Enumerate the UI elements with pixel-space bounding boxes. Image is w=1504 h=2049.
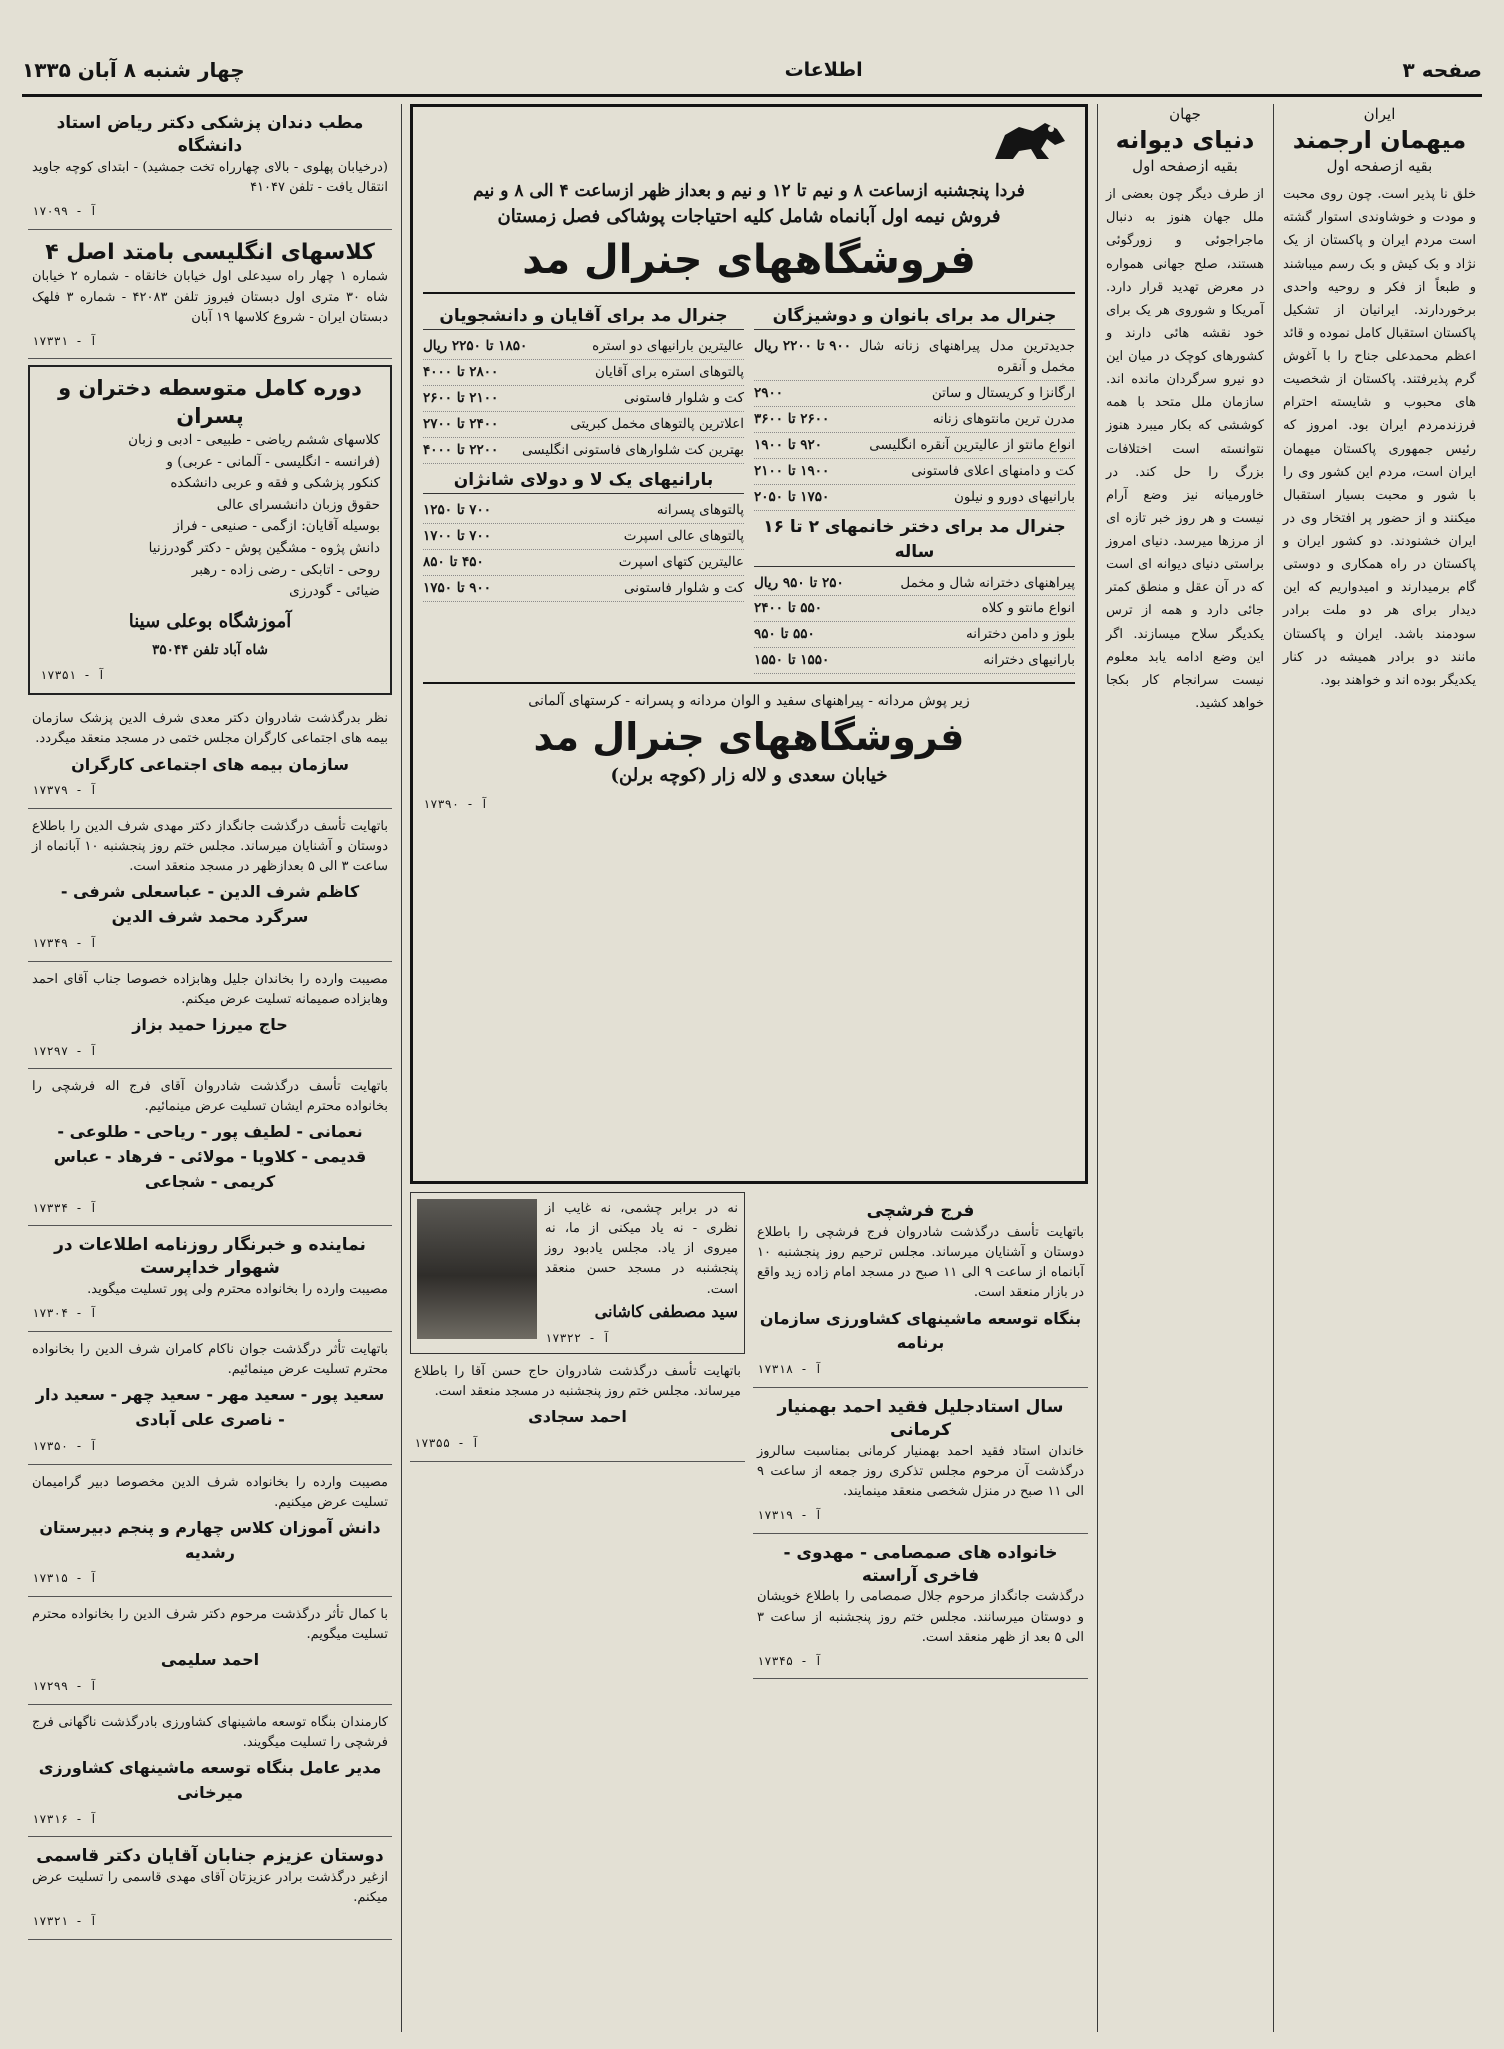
notice-code: آ - ۱۷۳۱۵ bbox=[32, 1571, 98, 1586]
item-price: ۲۲۰۰ تا ۴۰۰۰ bbox=[423, 441, 499, 458]
notice-code: آ - ۱۷۳۵۰ bbox=[32, 1438, 98, 1453]
classified-notice bbox=[28, 1069, 392, 1226]
page-label: صفحه ۳ bbox=[1402, 58, 1482, 82]
notice-body: خاندان استاد فقید احمد بهمنیار کرمانی بمناسبت سالروز درگذشت آن مرحوم مجلس تذکری روز جمعه از ساعت ۹ الی ۱۱ صبح در منزل شخصی منعقد مینمایند. bbox=[757, 1443, 1084, 1499]
price-row bbox=[423, 360, 744, 386]
price-row bbox=[754, 571, 1075, 597]
item-name: پالتوهای عالی اسپرت bbox=[623, 528, 744, 545]
notice-body: مصیبت وارده را بخانواده شرف الدین مخصوصا دبیر گرامیمان تسلیت عرض میکنیم. bbox=[32, 1474, 388, 1510]
notice-body: مصیبت وارده را بخانواده محترم ولی پور تسلیت میگوید. bbox=[87, 1282, 388, 1298]
notice-title: سال استادجلیل فقید احمد بهمنیار کرمانی bbox=[777, 1396, 1064, 1440]
school-ad bbox=[28, 365, 392, 695]
girls-section-title: جنرال مد برای دختر خانمهای ۲ تا ۱۶ ساله bbox=[754, 515, 1075, 567]
headline-esteemed-guest: میهمان ارجمند bbox=[1292, 126, 1467, 154]
newspaper-name: اطلاعات bbox=[784, 59, 863, 81]
classified-notice bbox=[28, 1837, 392, 1940]
item-price: ۲۹۰۰ bbox=[754, 384, 784, 401]
price-row bbox=[423, 386, 744, 412]
footer-note: زیر پوش مردانه - پیراهنهای سفید و الوان مردانه و پسرانه - کرستهای آلمانی bbox=[528, 693, 970, 710]
obituary-notice bbox=[753, 1388, 1088, 1534]
item-price: ۵۵۰ تا ۲۴۰۰ bbox=[754, 600, 823, 617]
school-ad-line: بوسیله آقایان: ازگمی - صنیعی - فراز bbox=[173, 518, 380, 535]
continued-label: بقیه ازصفحه اول bbox=[1326, 157, 1433, 176]
notice-code: آ - ۱۷۳۰۴ bbox=[32, 1306, 98, 1321]
notice-body: باتهایت تأثر درگذشت جوان ناکام کامران شرف الدین را بخانواده محترم تسلیت عرض مینمائیم. bbox=[32, 1342, 388, 1378]
school-ad-line: حقوق وزبان دانشسرای عالی bbox=[216, 496, 380, 513]
sale-description: فروش نیمه اول آبانماه شامل کلیه احتیاجات پوشاکی فصل زمستان bbox=[497, 205, 1001, 227]
item-name: بلوز و دامن دخترانه bbox=[965, 626, 1075, 643]
item-price: ۱۹۰۰ تا ۲۱۰۰ bbox=[754, 462, 830, 479]
notice-signature: سعید پور - سعید مهر - سعید چهر - سعید دار - ناصری علی آبادی bbox=[35, 1385, 385, 1430]
item-price: ۲۸۰۰ تا ۴۰۰۰ bbox=[423, 364, 499, 381]
classified-notice bbox=[28, 230, 392, 360]
item-price: ۴۵۰ تا ۸۵۰ bbox=[423, 554, 484, 571]
continued-label: بقیه ازصفحه اول bbox=[1132, 157, 1238, 176]
section-label: جهان bbox=[1169, 105, 1201, 123]
notice-code: آ - ۱۷۳۴۹ bbox=[32, 935, 98, 950]
notice-signature: نعمانی - لطیف پور - ریاحی - طلوعی - قدیمی - کلاویا - مولائی - فرهاد - عباس کریمی - شجاعی bbox=[53, 1122, 367, 1192]
notice-title: مطب دندان پزشکی دکتر ریاض استاد دانشگاه bbox=[56, 113, 364, 156]
price-row bbox=[754, 485, 1075, 511]
notice-title: دوستان عزیزم جنابان آقایان دکتر قاسمی bbox=[36, 1846, 384, 1867]
notice-body: ازغیر درگذشت برادر عزیزتان آقای مهدی قاسمی را تسلیت عرض میکنم. bbox=[32, 1870, 388, 1906]
column-iran bbox=[1277, 104, 1482, 2032]
item-price: ۱۵۵۰ تا ۱۵۵۰ bbox=[754, 652, 830, 669]
notice-signature: سازمان بیمه های اجتماعی کارگران bbox=[71, 754, 349, 774]
column-advertisements bbox=[404, 104, 1094, 2032]
price-row bbox=[754, 622, 1075, 648]
item-name: مدرن ترین مانتوهای زنانه bbox=[932, 410, 1075, 427]
item-name: عالیترین بارانیهای دو استره bbox=[592, 338, 744, 355]
price-row bbox=[754, 433, 1075, 459]
item-price: ۹۲۰ تا ۱۹۰۰ bbox=[754, 436, 823, 453]
women-section-title: جنرال مد برای بانوان و دوشیزگان bbox=[754, 304, 1075, 331]
price-row bbox=[423, 498, 744, 524]
notice-signature: حاج میرزا حمید بزاز bbox=[132, 1014, 288, 1034]
article-body: از طرف دیگر چون بعضی از ملل جهان هنوز به دنبال ماجراجوئی و زورگوئی هستند، صلح جهانی همواره در معرض تهدید قرار دارد. آمریکا و شوروی هر یک برای خود نقشه هائی دارند و کشورهای کوچک در میان این دو نیرو سرگردان مانده اند. سازمان ملل متحد با همه کوششی که بکار میبرد هنوز نتوانسته است اختلافات بزرگ را حل کند. در خاورمیانه نیز وضع آرام نیست و هر روز خبر تازه ای از مرزها میرسد. دنیای امروز براستی دنیای دیوانه ای است که در آن عقل و منطق کمتر جائی دارد و همه از ترس یکدیگر سلاح میسازند. اگر این وضع ادامه یابد معلوم نیست سرانجام کار بکجا خواهد کشید. bbox=[1106, 187, 1264, 711]
notice-body: مصیبت وارده را بخاندان جلیل وهابزاده خصوصا جناب آقای احمد وهابزاده صمیمانه تسلیت عرض میکنم. bbox=[32, 971, 388, 1007]
column-divider bbox=[1273, 104, 1274, 2032]
notice-body: شماره ۱ چهار راه سیدعلی اول خیابان خانقاه - شماره ۲ خیابان شاه ۳۰ متری اول دبستان فیروز تلفن ۴۲۰۸۳ - شماره ۳ فلهک دبستان ایران - شروع کلاسها ۱۹ آبان bbox=[32, 269, 389, 325]
ad-footer bbox=[423, 682, 1075, 814]
boys-section-title: بارانیهای یک لا و دولای شانژان bbox=[423, 468, 744, 495]
notice-code: آ - ۱۷۳۵۵ bbox=[414, 1436, 480, 1451]
obituary-area bbox=[410, 1192, 1088, 1679]
price-columns bbox=[423, 292, 1075, 675]
notice-signature: دانش آموزان کلاس چهارم و پنجم دبیرستان رشدیه bbox=[39, 1517, 381, 1562]
masthead-rule bbox=[22, 94, 1482, 97]
notice-signature: کاظم شرف الدین - عباسعلی شرفی - سرگرد محمد شرف الدین bbox=[60, 882, 360, 927]
item-name: انواع مانتو از عالیترین آنقره انگلیسی bbox=[869, 436, 1075, 453]
memorial-body: نه در برابر چشمی، نه غایب از نظری - نه یاد میکنی از ما، نه میروی از یاد. مجلس یادبود روز پنجشنبه در مسجد حسن منعقد است. bbox=[545, 1201, 738, 1297]
notice-title: خانواده های صمصامی - مهدوی - فاخری آراسته bbox=[783, 1542, 1058, 1586]
item-name: کت و دامنهای اعلای فاستونی bbox=[911, 462, 1075, 479]
obituary-notice bbox=[753, 1534, 1088, 1680]
store-name: فروشگاههای جنرال مد bbox=[522, 236, 976, 283]
item-price: ۱۸۵۰ تا ۲۲۵۰ ریال bbox=[423, 338, 528, 355]
school-ad-line: کلاسهای ششم ریاضی - طبیعی - ادبی و زبان bbox=[128, 432, 380, 449]
notice-body: با کمال تأثر درگذشت مرحوم دکتر شرف الدین را بخانواده محترم تسلیت میگویم. bbox=[32, 1607, 388, 1643]
notice-signature: احمد سجادی bbox=[528, 1407, 627, 1427]
item-price: ۹۰۰ تا ۱۷۵۰ bbox=[423, 579, 492, 596]
classified-notice bbox=[28, 962, 392, 1070]
item-price: ۲۵۰ تا ۹۵۰ ریال bbox=[754, 574, 844, 591]
notice-body: باتهایت تأسف درگذشت جانگداز دکتر مهدی شرف الدین را باطلاع دوستان و آشنایان میرساند. مجلس ختم روز پنجشنبه ۱۰ آبانماه از ساعت ۳ الی ۵ بعدازظهر در مسجد منعقد است. bbox=[32, 818, 388, 875]
obituary-notice bbox=[410, 1354, 745, 1462]
item-name: کت و شلوار فاستونی bbox=[623, 389, 744, 406]
item-name: عالیترین کتهای اسپرت bbox=[618, 554, 744, 571]
notice-code: آ - ۱۷۳۱۶ bbox=[32, 1811, 98, 1826]
obituary-notice bbox=[753, 1192, 1088, 1388]
men-section-title: جنرال مد برای آقایان و دانشجویان bbox=[423, 304, 744, 331]
price-row bbox=[423, 524, 744, 550]
memorial-text bbox=[545, 1199, 738, 1347]
item-price: ۲۴۰۰ تا ۲۷۰۰ bbox=[423, 415, 499, 432]
women-column bbox=[754, 300, 1075, 675]
item-price: ۵۵۰ تا ۹۵۰ bbox=[754, 626, 815, 643]
notice-code: آ - ۱۷۲۹۷ bbox=[32, 1043, 98, 1058]
classified-notice bbox=[28, 1465, 392, 1597]
notice-title: کلاسهای انگلیسی بامتد اصل ۴ bbox=[45, 239, 375, 265]
item-name: جدیدترین مدل پیراهنهای زنانه شال مخمل و آنقره bbox=[858, 338, 1075, 376]
item-name: ارگانزا و کریستال و ساتن bbox=[931, 384, 1075, 401]
notice-body: (درخیابان پهلوی - بالای چهارراه تخت جمشید) - ابتدای کوچه جاوید انتقال یافت - تلفن ۴۱۰۴۷ bbox=[32, 159, 388, 196]
school-address: شاه آباد تلفن ۳۵۰۴۴ bbox=[152, 641, 268, 658]
school-ad-line: روحی - اتابکی - رضی زاده - رهبر bbox=[191, 561, 380, 578]
column-world bbox=[1100, 104, 1270, 2032]
store-address: خیابان سعدی و لاله زار (کوچه برلن) bbox=[610, 765, 888, 787]
notice-signature: بنگاه توسعه ماشینهای کشاورزی سازمان برنامه bbox=[759, 1308, 1082, 1353]
notice-body: درگذشت جانگداز مرحوم جلال صمصامی را باطلاع خویشان و دوستان میرسانند. مجلس ختم روز پنجشنبه از ساعت ۳ الی ۵ بعد از ظهر منعقد است. bbox=[757, 1589, 1084, 1645]
notice-code: آ - ۱۷۰۹۹ bbox=[32, 204, 98, 219]
school-name: آموزشگاه بوعلی سینا bbox=[128, 610, 292, 632]
item-price: ۹۰۰ تا ۲۲۰۰ ریال bbox=[754, 338, 851, 355]
obituary-column-right bbox=[753, 1192, 1088, 1679]
school-ad-line: دانش پژوه - مشگین پوش - دکتر گودرزنیا bbox=[148, 540, 380, 557]
price-row bbox=[754, 407, 1075, 433]
portrait-photo bbox=[417, 1199, 537, 1339]
school-ad-line: (فرانسه - انگلیسی - آلمانی - عربی) و bbox=[166, 453, 380, 470]
classified-notice bbox=[28, 1597, 392, 1705]
obituary-column-left bbox=[410, 1192, 745, 1679]
newspaper-page bbox=[22, 22, 1482, 2032]
ad-code: آ - ۱۷۳۹۰ bbox=[423, 796, 489, 811]
item-name: بارانیهای دخترانه bbox=[983, 652, 1075, 669]
notice-body: نظر بدرگذشت شادروان دکتر معدی شرف الدین پزشک سازمان بیمه های اجتماعی کارگران مجلس ختمی در مسجد منعقد میگردد. bbox=[32, 711, 388, 747]
classified-notice bbox=[28, 1226, 392, 1332]
memorial-notice bbox=[410, 1192, 745, 1354]
notice-title: فرج فرشچی bbox=[866, 1201, 975, 1221]
notice-code: آ - ۱۷۳۲۲ bbox=[545, 1330, 611, 1345]
notice-code: آ - ۱۷۳۲۱ bbox=[32, 1914, 98, 1929]
price-row bbox=[754, 459, 1075, 485]
memorial-name: سید مصطفی کاشانی bbox=[594, 1301, 738, 1321]
column-classifieds bbox=[22, 104, 398, 2032]
item-price: ۱۷۵۰ تا ۲۰۵۰ bbox=[754, 488, 830, 505]
school-ad-title: دوره کامل متوسطه دختران و پسران bbox=[58, 376, 362, 428]
headline-crazy-world: دنیای دیوانه bbox=[1115, 126, 1255, 154]
price-row bbox=[423, 576, 744, 602]
general-mode-ad bbox=[410, 104, 1088, 1184]
school-ad-line: کنکور پزشکی و فقه و عربی دانشکده bbox=[170, 475, 380, 492]
classified-notice bbox=[28, 104, 392, 230]
notice-signature: احمد سلیمی bbox=[160, 1650, 260, 1670]
item-price: ۷۰۰ تا ۱۲۵۰ bbox=[423, 502, 492, 519]
notice-body: کارمندان بنگاه توسعه ماشینهای کشاورزی بادرگذشت ناگهانی فرج فرشچی را تسلیت میگویند. bbox=[32, 1714, 388, 1750]
price-row bbox=[423, 438, 744, 464]
sale-date: فردا پنجشنبه ازساعت ۸ و نیم تا ۱۲ و نیم و بعداز ظهر ازساعت ۴ الی ۸ و نیم bbox=[473, 180, 1025, 201]
footer-store-name: فروشگاههای جنرال مد bbox=[533, 714, 965, 759]
item-name: پالتوهای پسرانه bbox=[656, 502, 744, 519]
price-row bbox=[754, 648, 1075, 674]
notice-signature: مدیر عامل بنگاه توسعه ماشینهای کشاورزی میرخانی bbox=[38, 1757, 382, 1802]
item-name: بارانیهای دورو و نیلون bbox=[953, 488, 1075, 505]
item-price: ۲۶۰۰ تا ۳۶۰۰ bbox=[754, 410, 830, 427]
item-name: پالتوهای استره برای آقایان bbox=[595, 364, 744, 381]
item-name: اعلاترین پالتوهای مخمل کبریتی bbox=[570, 415, 744, 432]
price-row bbox=[423, 334, 744, 360]
item-name: بهترین کت شلوارهای فاستونی انگلیسی bbox=[522, 441, 744, 458]
notice-body: باتهایت تأسف درگذشت شادروان آقای فرج اله فرشچی را بخانواده محترم ایشان تسلیت عرض مینمائیم. bbox=[32, 1079, 388, 1115]
article-body: خلق نا پذیر است. چون روی محبت و مودت و خوشاوندی استوار گشته است مردم ایران و پاکستان از یک نژاد و بک کیش و بک رسم میباشند و طبعاً از فکر و روحیه واحدی برخوردارند. ایرانیان از تشکیل پاکستان استقبال کامل نموده و قائد اعظم محمدعلی جناح را با آغوش گرم پذیرفتند. پاکستان از شخصیت های محبوب و شایسته احترام فرزندمردم ایران بود. امروز که رئیس جمهوری پاکستان میهمان ایران است، مردم این کشور وی را با شور و محبت بسیار استقبال میکنند و از حضور پر افتخار وی در ایران خشنودند. دو کشور ایران و پاکستان در راه همکاری و دوستی گام برمیدارند و امیدواریم که این دیدار برای هر دو ملت برادر سودمند باشد. ایران و پاکستان مانند دو برادر همیشه در کنار یکدیگر بوده اند و خواهند بود. bbox=[1283, 187, 1476, 688]
item-name: انواع مانتو و کلاه bbox=[981, 600, 1075, 617]
price-row bbox=[423, 550, 744, 576]
price-row bbox=[754, 381, 1075, 407]
school-ad-line: ضیائی - گودرزی bbox=[289, 583, 380, 600]
men-column bbox=[423, 300, 744, 675]
price-row bbox=[754, 334, 1075, 381]
notice-code: آ - ۱۷۳۱۸ bbox=[757, 1362, 823, 1377]
classified-notice bbox=[28, 809, 392, 962]
section-label: ایران bbox=[1363, 105, 1396, 123]
column-divider bbox=[1097, 104, 1098, 2032]
item-price: ۷۰۰ تا ۱۷۰۰ bbox=[423, 528, 492, 545]
notice-code: آ - ۱۷۳۳۱ bbox=[32, 333, 98, 348]
classified-notice bbox=[28, 1332, 392, 1464]
notice-body: باتهایت تأسف درگذشت شادروان حاج حسن آقا را باطلاع میرساند. مجلس ختم روز پنجشنبه در مسجد منعقد است. bbox=[414, 1364, 741, 1400]
lion-logo-icon bbox=[985, 115, 1075, 167]
item-name: پیراهنهای دخترانه شال و مخمل bbox=[900, 574, 1075, 591]
notice-code: آ - ۱۷۳۴۵ bbox=[757, 1653, 823, 1668]
column-divider bbox=[401, 104, 402, 2032]
masthead bbox=[22, 50, 1482, 90]
notice-code: آ - ۱۷۳۱۹ bbox=[757, 1507, 823, 1522]
notice-code: آ - ۱۷۳۵۱ bbox=[40, 667, 106, 682]
price-row bbox=[754, 596, 1075, 622]
notice-code: آ - ۱۷۲۹۹ bbox=[32, 1679, 98, 1694]
notice-body: باتهایت تأسف درگذشت شادروان فرج فرشچی را باطلاع دوستان و آشنایان میرساند. مجلس ترحیم روز پنجشنبه ۱۰ آبانماه از ساعت ۹ الی ۱۱ صبح در مسجد امام زاده زید واقع در بازار منعقد است. bbox=[757, 1224, 1084, 1301]
issue-date: چهار شنبه ۸ آبان ۱۳۳۵ bbox=[22, 58, 245, 82]
notice-code: آ - ۱۷۳۳۴ bbox=[32, 1200, 98, 1215]
notice-code: آ - ۱۷۳۷۹ bbox=[32, 783, 98, 798]
item-name: کت و شلوار فاستونی bbox=[623, 579, 744, 596]
classified-notice bbox=[28, 701, 392, 809]
notice-title: نماینده و خبرنگار روزنامه اطلاعات در شهوار خداپرست bbox=[54, 1235, 366, 1279]
price-row bbox=[423, 412, 744, 438]
classified-notice bbox=[28, 1705, 392, 1837]
item-price: ۲۱۰۰ تا ۲۶۰۰ bbox=[423, 389, 499, 406]
